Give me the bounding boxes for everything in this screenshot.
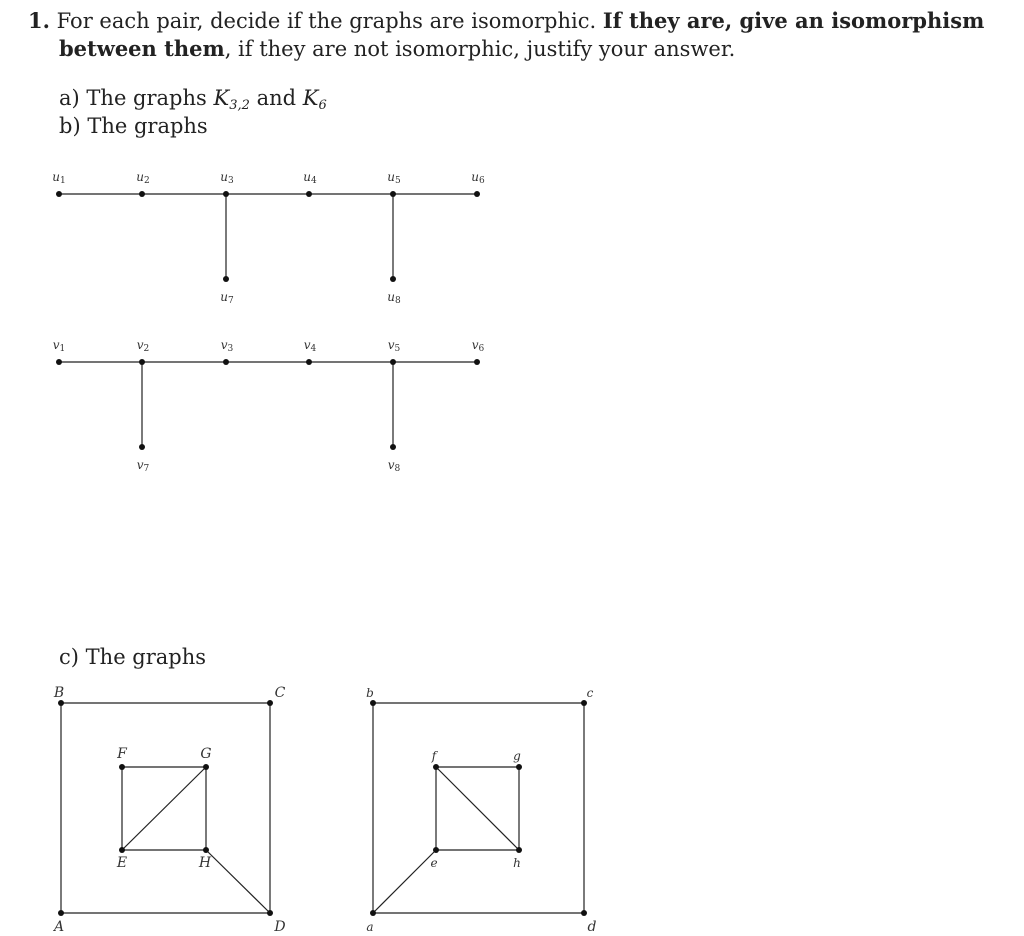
- vertex-a: [370, 910, 376, 916]
- graph-u-edges: [59, 194, 477, 279]
- vertex-u8: [390, 276, 396, 282]
- label-g: g: [513, 749, 521, 763]
- graph-lower-edges: [373, 703, 584, 913]
- label-v8: v8: [387, 458, 401, 474]
- vertex-v2: [139, 359, 145, 365]
- vertex-v4: [306, 359, 312, 365]
- vertex-g: [516, 764, 522, 770]
- label-u7: u7: [220, 290, 234, 306]
- label-G: G: [200, 746, 212, 762]
- label-v3: v3: [220, 338, 234, 354]
- label-c: c: [586, 686, 594, 700]
- label-v5: v5: [387, 338, 401, 354]
- vertex-u4: [306, 191, 312, 197]
- vertex-u3: [223, 191, 229, 197]
- vertex-v1: [56, 359, 62, 365]
- problem-number: 1.: [28, 8, 50, 33]
- graph-k32: K3,2: [213, 86, 250, 113]
- label-u5: u5: [387, 170, 401, 186]
- part-b-label: b): [59, 114, 81, 138]
- vertex-b: [370, 700, 376, 706]
- label-u4: u4: [303, 170, 317, 186]
- vertex-v6: [474, 359, 480, 365]
- part-a-text: The graphs: [86, 86, 207, 110]
- label-a: a: [366, 920, 374, 934]
- label-u8: u8: [387, 290, 401, 306]
- label-u1: u1: [52, 170, 66, 186]
- graph-upper-edges: [61, 703, 270, 913]
- part-c-label: c): [59, 645, 79, 669]
- label-u6: u6: [471, 170, 485, 186]
- label-h: h: [513, 856, 521, 870]
- vertex-D: [267, 910, 273, 916]
- label-v4: v4: [303, 338, 317, 354]
- label-H: H: [198, 855, 212, 871]
- vertex-u1: [56, 191, 62, 197]
- label-B: B: [53, 685, 65, 701]
- label-u3: u3: [220, 170, 234, 186]
- label-f: f: [431, 749, 437, 763]
- part-b-text: The graphs: [87, 114, 208, 138]
- vertex-u7: [223, 276, 229, 282]
- vertex-G: [203, 764, 209, 770]
- label-v6: v6: [471, 338, 485, 354]
- vertex-u2: [139, 191, 145, 197]
- label-v2: v2: [136, 338, 150, 354]
- vertex-d: [581, 910, 587, 916]
- graph-v-edges: [59, 362, 477, 447]
- problem-bold-1: If they are, give an isomorphism: [602, 8, 985, 33]
- part-a-joiner: and: [256, 86, 297, 110]
- vertex-A: [58, 910, 64, 916]
- label-b: b: [366, 686, 374, 700]
- vertex-C: [267, 700, 273, 706]
- vertex-v5: [390, 359, 396, 365]
- label-e: e: [430, 856, 438, 870]
- vertex-u6: [474, 191, 480, 197]
- problem-bold-2: between them: [59, 36, 225, 61]
- graph-k6: K6: [302, 86, 327, 113]
- vertex-c: [581, 700, 587, 706]
- label-F: F: [117, 746, 127, 762]
- vertex-E: [119, 847, 125, 853]
- vertex-v8: [390, 444, 396, 450]
- label-D: D: [274, 919, 286, 935]
- label-E: E: [116, 855, 128, 871]
- vertex-e: [433, 847, 439, 853]
- part-a-label: a): [59, 86, 80, 110]
- label-C: C: [274, 685, 286, 701]
- vertex-v3: [223, 359, 229, 365]
- label-v1: v1: [52, 338, 66, 354]
- part-c-text: The graphs: [85, 645, 207, 669]
- label-u2: u2: [136, 170, 150, 186]
- label-A: A: [53, 919, 65, 935]
- vertex-h: [516, 847, 522, 853]
- vertex-u5: [390, 191, 396, 197]
- label-d: d: [587, 919, 597, 935]
- vertex-H: [203, 847, 209, 853]
- vertex-F: [119, 764, 125, 770]
- vertex-f: [433, 764, 439, 770]
- vertex-v7: [139, 444, 145, 450]
- problem-text-1: For each pair, decide if the graphs are isomorphic.: [56, 9, 597, 33]
- label-v7: v7: [136, 458, 150, 474]
- problem-text-2: , if they are not isomorphic, justify your answer.: [224, 37, 736, 61]
